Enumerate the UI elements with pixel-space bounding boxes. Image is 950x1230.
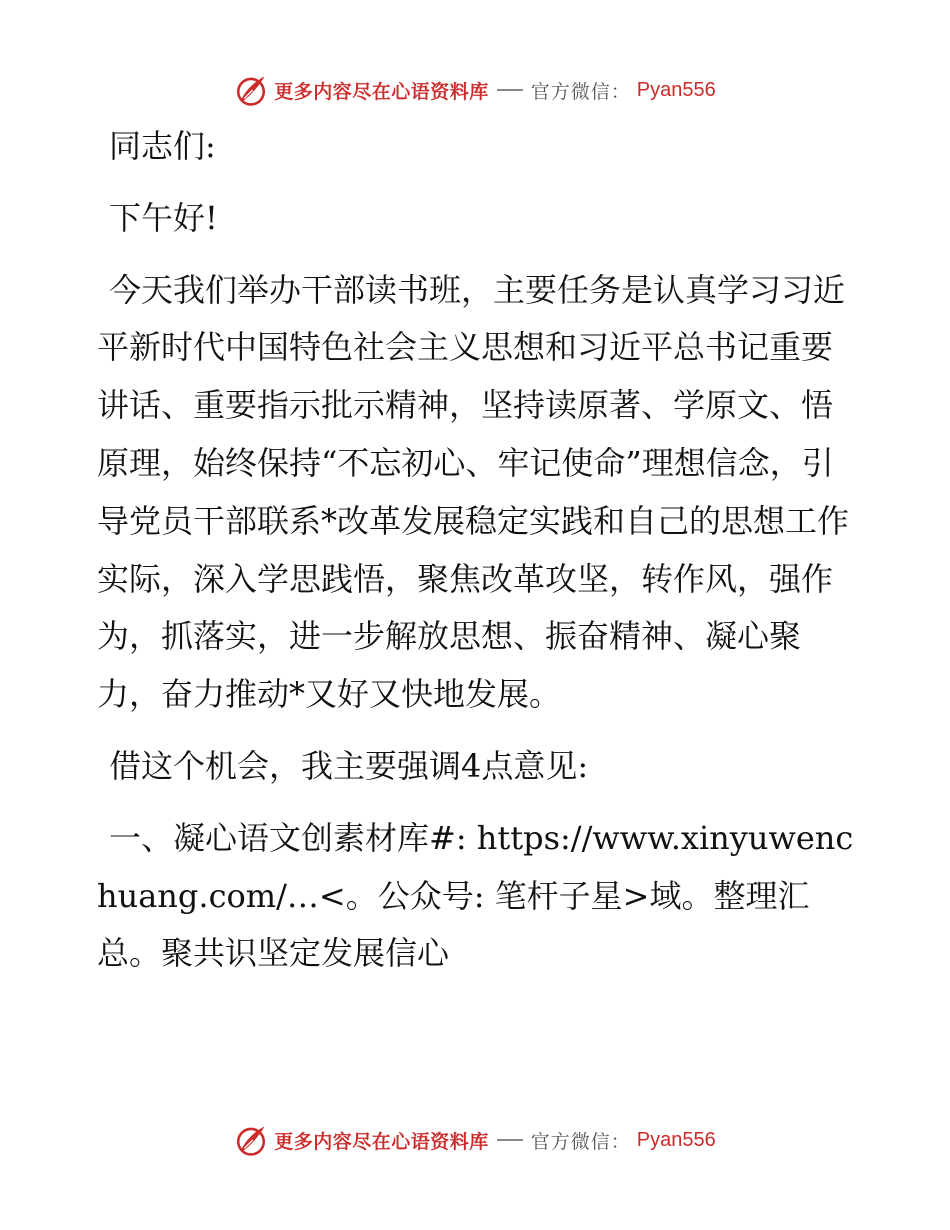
quill-logo-icon [234, 73, 268, 107]
salutation: 同志们: [109, 127, 216, 165]
body-paragraph: 今天我们举办干部读书班，主要任务是认真学习习近平新时代中国特色社会主义思想和习近平总书记重要讲话、重要指示批示精神，坚持读原著、学原文、悟原理，始终保持“不忘初心、牢记使命”理想信念，引导党员干部联系*改革发展稳定实践和自己的思想工作实际，深入学思践悟，聚焦改革攻坚，转作风，强作为，抓落实，进一步解放思想、振奋精神、凝心聚力，奋力推动*又好又快地发展。 [97, 270, 850, 714]
header-banner [0, 70, 950, 110]
banner-dash [497, 89, 523, 91]
banner-brand-text: 更多内容尽在心语资料库 [274, 1130, 489, 1153]
banner-wechat-id: Pyan556 [636, 78, 716, 101]
section-one: 一、凝心语文创素材库#: https://www.xinyuwenchuang.com/…<。公众号: 笔杆子星>域。整理汇总。聚共识坚定发展信心 [97, 818, 854, 973]
banner-dash [497, 1139, 523, 1141]
banner-wechat-id: Pyan556 [636, 1128, 716, 1151]
greeting: 下午好! [109, 198, 218, 237]
quill-logo-icon [234, 1123, 268, 1157]
document-body [97, 118, 857, 997]
banner-wechat-label: 官方微信： [530, 80, 631, 103]
banner-brand-text: 更多内容尽在心语资料库 [274, 80, 489, 103]
footer-banner [0, 1120, 950, 1160]
intro-points: 借这个机会，我主要强调4点意见: [109, 746, 589, 785]
banner-wechat-label: 官方微信： [530, 1130, 631, 1153]
